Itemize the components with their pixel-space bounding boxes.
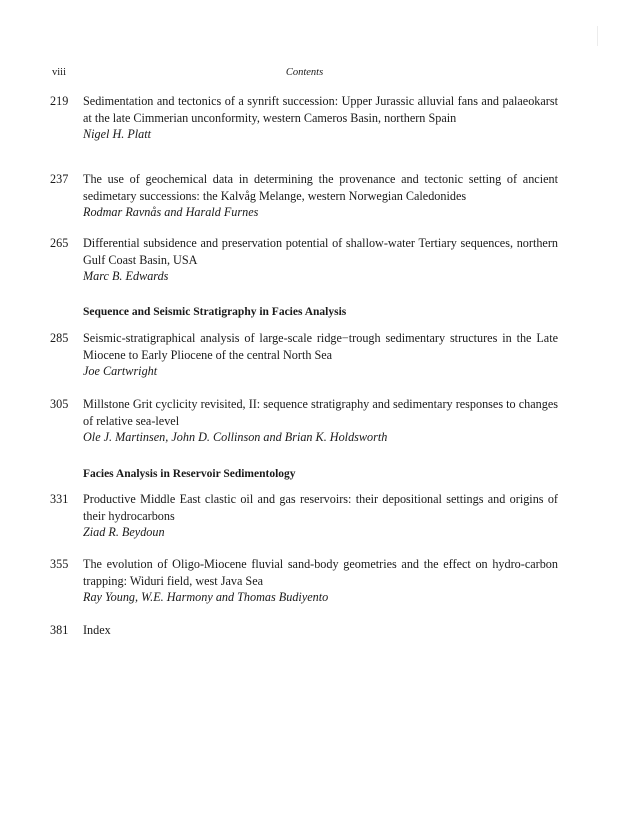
- header-page-number: viii: [52, 67, 67, 78]
- entry-page-number: 285: [50, 331, 69, 345]
- entry-authors: Ziad R. Beydoun: [83, 525, 165, 539]
- page-edge-mark: [597, 26, 598, 46]
- section-heading-reservoir-sedimentology: Facies Analysis in Reservoir Sedimentology: [83, 468, 296, 480]
- entry-authors: Marc B. Edwards: [83, 269, 169, 283]
- toc-entry[interactable]: [50, 330, 558, 380]
- entry-title: Seismic-stratigraphical analysis of large-scale ridge−trough sedimentary structures in the Late Miocene to Early Pliocene of the central North Sea: [83, 331, 558, 362]
- entry-title: The use of geochemical data in determining the provenance and tectonic setting of ancient sedimetary successions: the Kalvåg Melange, western Norwegian Caledonides: [83, 172, 558, 203]
- entry-page-number: 381: [50, 623, 69, 637]
- entry-authors: Ole J. Martinsen, John D. Collinson and Brian K. Holdsworth: [83, 430, 388, 444]
- entry-page-number: 355: [50, 557, 69, 571]
- entry-page-number: 331: [50, 492, 69, 506]
- entry-page-number: 219: [50, 94, 69, 108]
- entry-title: Index: [83, 623, 111, 637]
- entry-page-number: 237: [50, 172, 69, 186]
- entry-title: Productive Middle East clastic oil and gas reservoirs: their depositional settings and origins of their hydrocarbons: [83, 492, 558, 523]
- toc-entry[interactable]: [50, 556, 558, 606]
- entry-authors: Joe Cartwright: [83, 364, 158, 378]
- toc-entry[interactable]: [50, 235, 558, 285]
- toc-entry[interactable]: [50, 491, 558, 541]
- toc-entry[interactable]: [50, 396, 558, 446]
- entry-page-number: 265: [50, 236, 69, 250]
- entry-title: The evolution of Oligo-Miocene fluvial sand-body geometries and the effect on hydro-carbon trapping: Widuri field, west Java Sea: [83, 557, 558, 588]
- entry-authors: Ray Young, W.E. Harmony and Thomas Budiyento: [83, 590, 329, 604]
- section-heading-sequence-stratigraphy: Sequence and Seismic Stratigraphy in Facies Analysis: [83, 306, 347, 318]
- toc-entry-index[interactable]: [50, 622, 558, 639]
- header-running-title: Contents: [285, 67, 324, 78]
- toc-entry[interactable]: [50, 171, 558, 221]
- entry-title: Millstone Grit cyclicity revisited, II: sequence stratigraphy and sedimentary responses to changes of relative sea-level: [83, 397, 558, 428]
- entry-page-number: 305: [50, 397, 69, 411]
- entry-title: Sedimentation and tectonics of a synrift succession: Upper Jurassic alluvial fans and palaeokarst at the late Cimmerian unconformity, western Cameros Basin, northern Spain: [83, 94, 558, 125]
- entry-authors: Nigel H. Platt: [83, 127, 152, 141]
- toc-entry[interactable]: [50, 93, 558, 143]
- entry-authors: Rodmar Ravnås and Harald Furnes: [83, 205, 259, 219]
- entry-title: Differential subsidence and preservation potential of shallow-water Tertiary sequences, northern Gulf Coast Basin, USA: [83, 236, 558, 267]
- page-header: [52, 67, 557, 81]
